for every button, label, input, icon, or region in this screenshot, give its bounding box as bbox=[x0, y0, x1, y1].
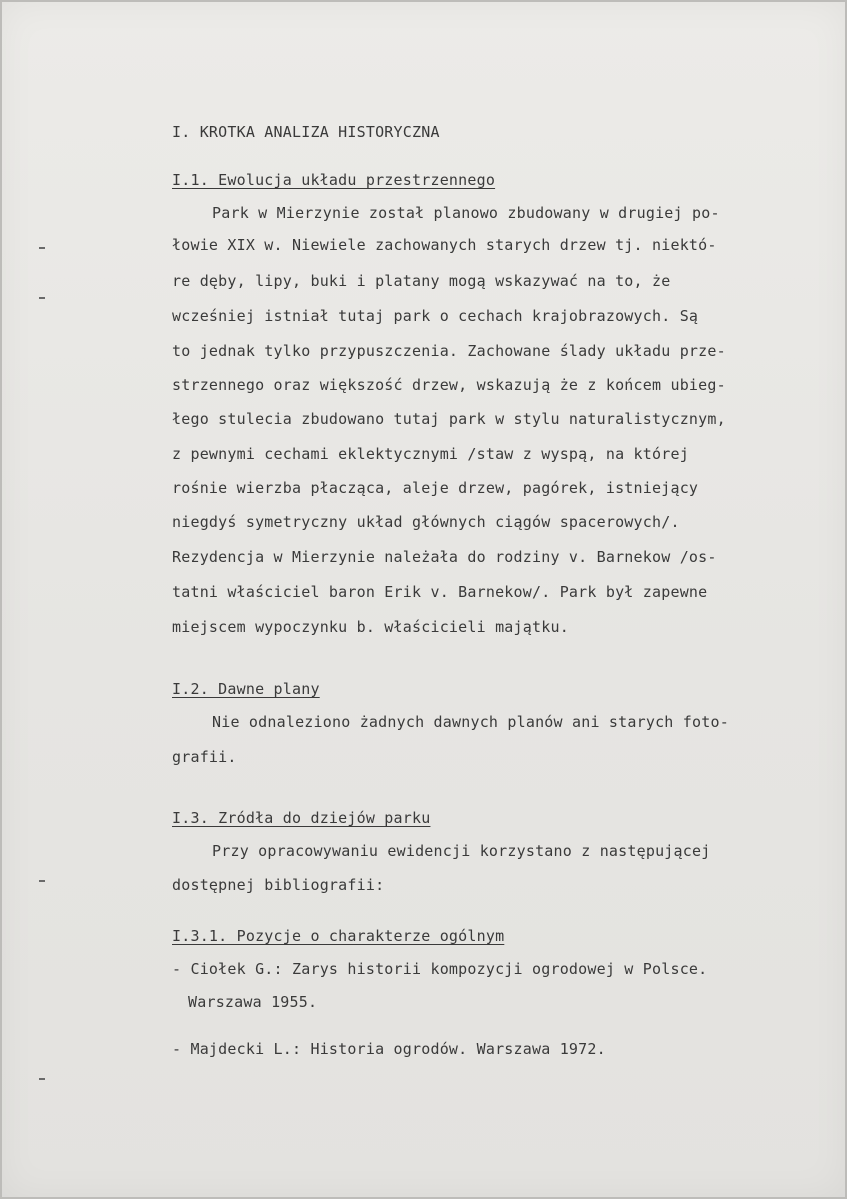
paragraph-line: Przy opracowywaniu ewidencji korzystano z następującej bbox=[212, 842, 711, 860]
paragraph-line: Nie odnaleziono żadnych dawnych planów ani starych foto- bbox=[212, 713, 729, 731]
bibliography-entry: - Ciołek G.: Zarys historii kompozycji ogrodowej w Polsce. bbox=[172, 960, 708, 978]
paragraph-line: niegdyś symetryczny układ głównych ciągów spacerowych/. bbox=[172, 513, 680, 531]
subsection-heading: I.1. Ewolucja układu przestrzennego bbox=[172, 171, 496, 189]
paragraph-line: re dęby, lipy, buki i platany mogą wskazywać na to, że bbox=[172, 272, 671, 290]
paragraph-line: strzennego oraz większość drzew, wskazują że z końcem ubieg- bbox=[172, 376, 726, 394]
paragraph-line: rośnie wierzba płacząca, aleje drzew, pagórek, istniejący bbox=[172, 479, 699, 497]
paragraph-line: łowie XIX w. Niewiele zachowanych starych drzew tj. niektó- bbox=[172, 236, 717, 254]
section-heading: I. KROTKA ANALIZA HISTORYCZNA bbox=[172, 123, 440, 141]
subsection-heading: I.3. Zródła do dziejów parku bbox=[172, 809, 431, 827]
paragraph-line: grafii. bbox=[172, 748, 237, 766]
paragraph-line: z pewnymi cechami eklektycznymi /staw z wyspą, na której bbox=[172, 445, 689, 463]
paragraph-line: dostępnej bibliografii: bbox=[172, 876, 385, 894]
bibliography-entry-continued: Warszawa 1955. bbox=[188, 993, 318, 1011]
subsubsection-heading: I.3.1. Pozycje o charakterze ogólnym bbox=[172, 927, 505, 945]
margin-mark bbox=[39, 247, 45, 249]
subsection-heading: I.2. Dawne plany bbox=[172, 680, 320, 698]
margin-mark bbox=[39, 1078, 45, 1080]
paragraph-line: Rezydencja w Mierzynie należała do rodziny v. Barnekow /os- bbox=[172, 548, 717, 566]
paragraph-line: miejscem wypoczynku b. właścicieli majątku. bbox=[172, 618, 569, 636]
margin-mark bbox=[39, 880, 45, 882]
bibliography-entry: - Majdecki L.: Historia ogrodów. Warszawa 1972. bbox=[172, 1040, 606, 1058]
paragraph-line: Park w Mierzynie został planowo zbudowany w drugiej po- bbox=[212, 204, 720, 222]
paragraph-line: to jednak tylko przypuszczenia. Zachowane ślady układu prze- bbox=[172, 342, 726, 360]
paragraph-line: łego stulecia zbudowano tutaj park w stylu naturalistycznym, bbox=[172, 410, 726, 428]
margin-mark bbox=[39, 297, 45, 299]
paragraph-line: tatni właściciel baron Erik v. Barnekow/. Park był zapewne bbox=[172, 583, 708, 601]
paragraph-line: wcześniej istniał tutaj park o cechach krajobrazowych. Są bbox=[172, 307, 699, 325]
